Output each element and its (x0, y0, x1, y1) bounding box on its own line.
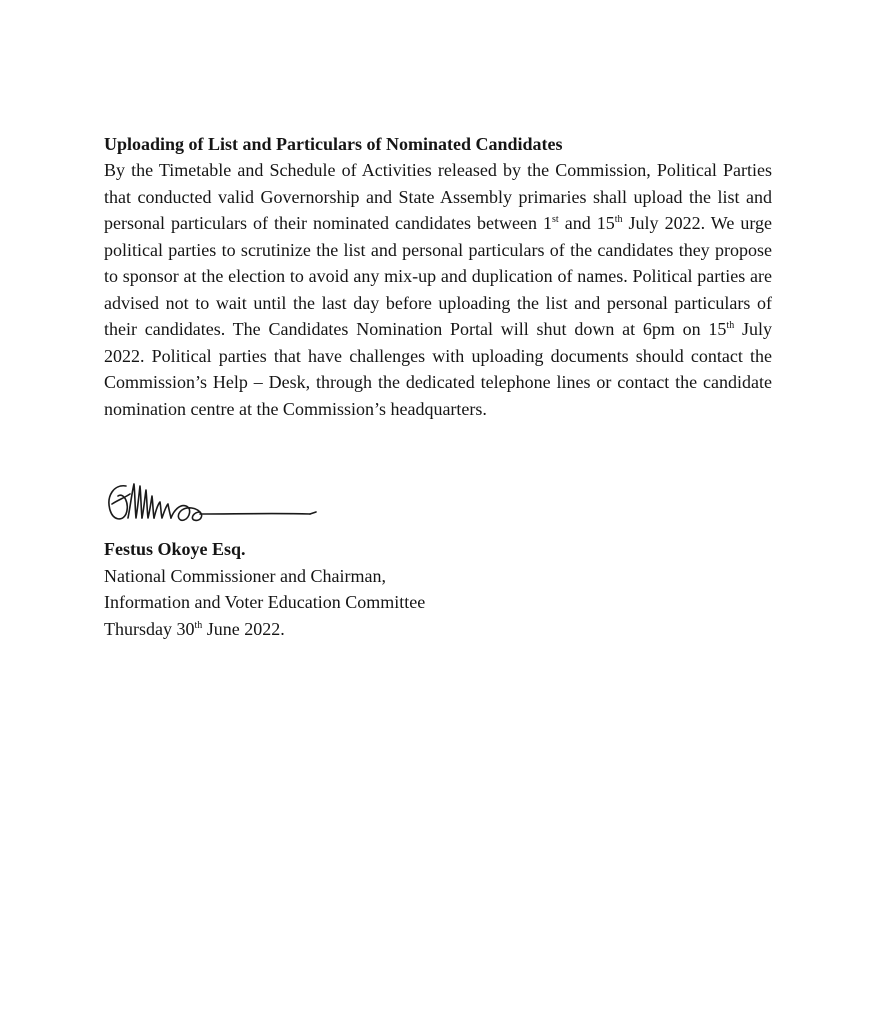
signatory-block (104, 536, 604, 642)
paragraph-text-2: and 15 (558, 213, 615, 233)
signatory-name: Festus Okoye Esq. (104, 539, 246, 559)
handwritten-signature (104, 474, 324, 532)
signatory-title-line-1: National Commissioner and Chairman, (104, 565, 386, 586)
section-heading: Uploading of List and Particulars of Nominated Candidates (104, 134, 563, 154)
date-prefix: Thursday 30 (104, 618, 195, 639)
ordinal-suffix-2: th (614, 214, 623, 225)
date-suffix: June 2022. (202, 618, 285, 639)
body-paragraph (104, 157, 772, 422)
paragraph-text-4: July 2022. Political parties that have challenges with uploading documents should contact the Commission’s Help – Desk, through the dedicated telephone lines or contact the candidate nomination centre at the Commission’s headquarters. (104, 319, 772, 419)
paragraph-text-3: July 2022. We urge political parties to scrutinize the list and personal particulars of the candidates they propose to sponsor at the election to avoid any mix-up and duplication of names. Political parties are advised not to wait until the last day before uploading the list and personal particulars of their candidates. The Candidates Nomination Portal will shut down at 6pm on 15 (104, 213, 772, 339)
ordinal-suffix-1: st (552, 214, 559, 225)
paragraph-text-1: By the Timetable and Schedule of Activities released by the Commission, Political Parties that conducted valid Governorship and State Assembly primaries shall upload the list and personal particulars of their nominated candidates between 1 (104, 160, 772, 233)
signatory-title-line-2: Information and Voter Education Committee (104, 592, 426, 612)
document-content (104, 131, 772, 422)
document-date (104, 616, 604, 643)
date-ordinal-suffix: th (194, 619, 203, 631)
ordinal-suffix-3: th (726, 320, 735, 331)
